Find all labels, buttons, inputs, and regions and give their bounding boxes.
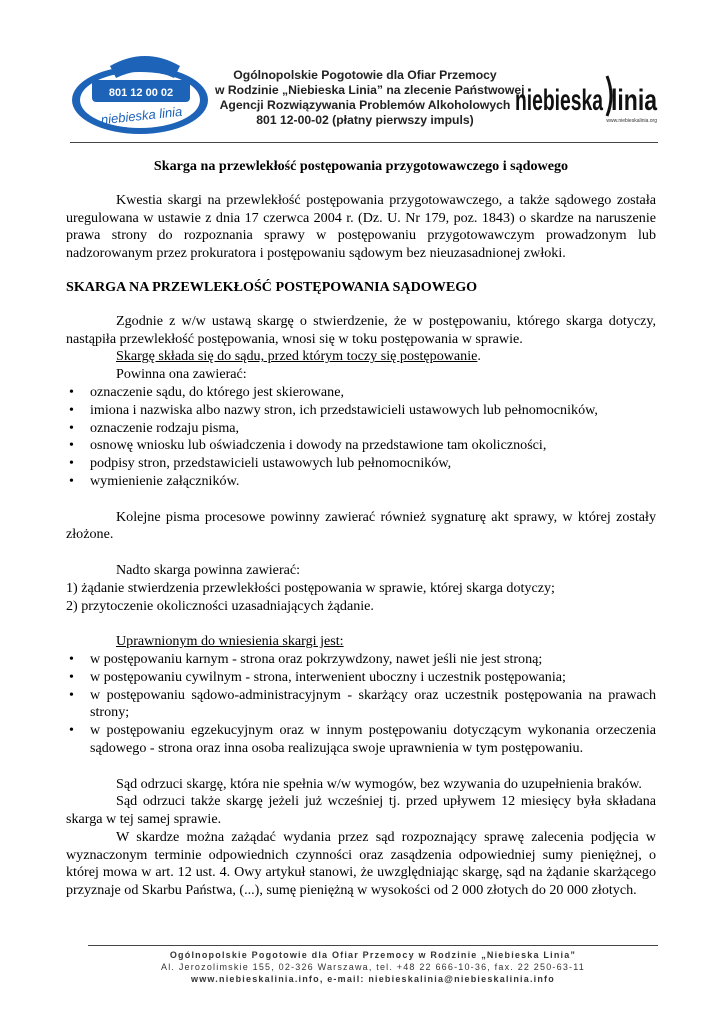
list-item: • osnowę wniosku lub oświadczenia i dowody na przedstawione tam okoliczności, <box>66 437 656 455</box>
document-body <box>66 158 656 900</box>
spacer <box>66 491 656 509</box>
numbered-item: 1) żądanie stwierdzenia przewlekłości postępowania w sprawie, której skarga dotyczy; <box>66 579 555 596</box>
paragraph-rejection: Sąd odrzuci skargę, która nie spełnia w/w wymogów, bez wzywania do uzupełnienia braków. <box>116 775 642 792</box>
entitled-heading <box>66 633 656 651</box>
list-item: • oznaczenie rodzaju pisma, <box>66 420 656 438</box>
letterhead-text <box>215 68 525 128</box>
paragraph-statute: Zgodnie z w/w ustawą skargę o stwierdzenie, że w postępowaniu, którego skarga dotyczy, nastąpiła przewlekłość postępowania, wnosi się w toku postępowania w sprawie. <box>66 312 656 347</box>
letterhead <box>70 38 660 138</box>
letterhead-line-1: Ogólnopolskie Pogotowie dla Ofiar Przemocy <box>233 68 497 82</box>
spacer <box>66 615 656 633</box>
list-item: • imiona i nazwiska albo nazwy stron, ich przedstawicieli ustawowych lub pełnomocników, <box>66 402 656 420</box>
entitled-list <box>66 651 656 758</box>
court-line-text: Skargę składa się do sądu, przed którym toczy się postępowanie <box>116 348 478 365</box>
footer <box>88 949 658 985</box>
brand-logo-right: linia <box>611 84 658 117</box>
list-item: • podpisy stron, przedstawicieli ustawowych lub pełnomocników, <box>66 455 656 473</box>
footer-line-2: Al. Jerozolimskie 155, 02-326 Warszawa, tel. +48 22 666-10-36, fax. 22 250-63-11 <box>161 962 585 972</box>
list-item: • w postępowaniu karnym - strona oraz pokrzywdzony, nawet jeśli nie jest stroną; <box>66 651 656 669</box>
footer-divider <box>88 945 658 946</box>
paragraph-compensation: W skardze można zażądać wydania przez sąd rozpoznający sprawę zalecenia podjęcia w wyznaczonym terminie odpowiednich czynności oraz zasądzenia odpowiedniej sumy pieniężnej, o której mowa w art. 12 ust. 4. Owy artykuł stanowi, że uwzględniając skargę, sąd na żądanie skarżącego przyznaje od Skarbu Państwa, (...), sumę pieniężną w wysokości od 2 000 złotych do 20 000 złotych. <box>66 828 656 899</box>
footer-line-3: www.niebieskalinia.info, e-mail: niebieskalinia@niebieskalinia.info <box>191 974 555 984</box>
letterhead-line-4: 801 12-00-02 (płatny pierwszy impuls) <box>256 113 474 127</box>
should-contain-label: Powinna ona zawierać: <box>116 366 247 383</box>
footer-line-1: Ogólnopolskie Pogotowie dla Ofiar Przemocy w Rodzinie „Niebieska Linia” <box>169 950 577 960</box>
phone-logo <box>70 38 220 138</box>
list-item: • w postępowaniu sądowo-administracyjnym - skarżący oraz uczestnik postępowania na prawach strony; <box>66 687 656 723</box>
paragraph-repeat: Sąd odrzuci także skargę jeżeli już wcześniej tj. przed upływem 12 miesięcy była składana skarga w tej samej sprawie. <box>66 793 656 828</box>
brand-logo <box>515 72 660 142</box>
header-divider <box>70 142 658 143</box>
spacer <box>66 544 656 562</box>
court-line-end: . <box>477 348 481 365</box>
list-item: • w postępowaniu cywilnym - strona, interwenient uboczny i uczestnik postępowania; <box>66 669 656 687</box>
entitled-heading-text: Uprawnionym do wniesienia skargi jest: <box>116 633 344 650</box>
document-title: Skarga na przewlekłość postępowania przygotowawczego i sądowego <box>153 158 569 174</box>
spacer <box>66 758 656 776</box>
logo-number: 801 12 00 02 <box>108 87 174 99</box>
list-item: • oznaczenie sądu, do którego jest skierowane, <box>66 384 656 402</box>
list-item: • w postępowaniu egzekucyjnym oraz w innym postępowaniu dotyczącym wykonania orzeczenia sądowego - strona oraz inna osoba realizująca swoje uprawnienia w tym postępowaniu. <box>66 722 656 758</box>
letterhead-line-3: Agencji Rozwiązywania Problemów Alkoholowych <box>219 98 511 112</box>
additionally-label: Nadto skarga powinna zawierać: <box>116 561 301 578</box>
letterhead-line-2: w Rodzinie „Niebieska Linia” na zlecenie Państwowej <box>215 83 525 97</box>
list-item: • wymienienie załączników. <box>66 473 656 491</box>
contents-list <box>66 384 656 491</box>
brand-url: www.niebieskalinia.org <box>606 118 657 124</box>
intro-paragraph: Kwestia skargi na przewlekłość postępowania przygotowawczego, a także sądowego została uregulowana w ustawie z dnia 17 czerwca 2004 r. (Dz. U. Nr 179, poz. 1843) o skardze na naruszenie prawa strony do rozpoznania sprawy w postępowaniu przygotowawczym prowadzonym lub nadzorowanym przez prokuratora i postępowaniu sądowym bez nieuzasadnionej zwłoki. <box>66 191 656 262</box>
numbered-item: 2) przytoczenie okoliczności uzasadniających żądanie. <box>66 597 374 614</box>
logo-caption: niebieska linia <box>100 103 183 128</box>
section-heading: SKARGA NA PRZEWLEKŁOŚĆ POSTĘPOWANIA SĄDOWEGO <box>66 278 478 295</box>
paragraph-signature: Kolejne pisma procesowe powinny zawierać również sygnaturę akt sprawy, w której zostały złożone. <box>66 508 656 543</box>
court-line <box>66 348 656 366</box>
brand-logo-left: niebieska <box>515 84 604 117</box>
